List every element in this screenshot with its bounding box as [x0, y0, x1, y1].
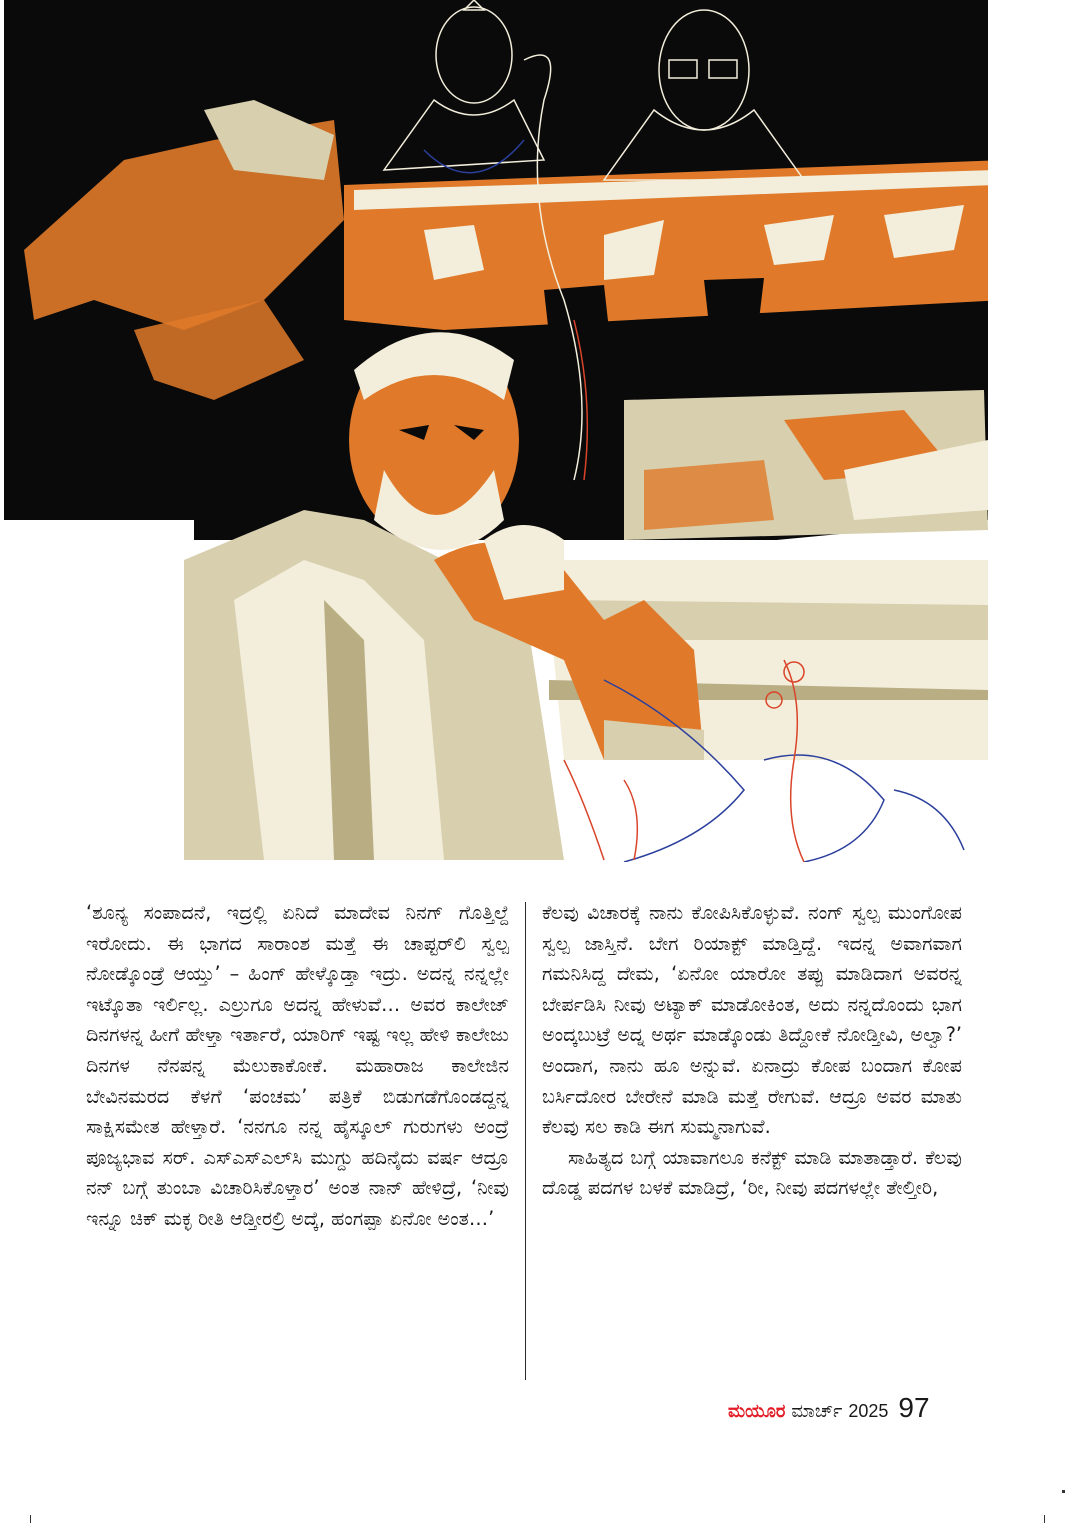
column-divider — [525, 902, 526, 1380]
page-footer — [728, 1392, 930, 1428]
crop-mark — [30, 1515, 31, 1523]
paragraph: ಕೆಲವು ವಿಚಾರಕ್ಕೆ ನಾನು ಕೋಪಿಸಿಕೊಳ್ಳುವೆ. ನಂಗ್ ಸ್ವಲ್ಪ ಮುಂಗೋಪ ಸ್ವಲ್ಪ ಜಾಸ್ತಿನೆ. ಬೇಗ ರಿಯಾಕ್ಟ್ ಮಾಡ್ತಿದ್ದೆ. ಇದನ್ನ ಅವಾಗವಾಗ ಗಮನಿಸಿದ್ದ ದೇಮ, ‘ಏನೋ ಯಾರೋ ತಪ್ಪು ಮಾಡಿದಾಗ ಅವರನ್ನ ಬೇರ್ಪಡಿಸಿ ನೀವು ಅಟ್ಯಾಕ್ ಮಾಡೋಕಿಂತ, ಅದು ನನ್ನದೊಂದು ಭಾಗ ಅಂದ್ಕಬುಟ್ರೆ ಅದ್ನ ಅರ್ಥ ಮಾಡ್ಕೊಂಡು ತಿದ್ದೋಕೆ ನೋಡ್ತೀವಿ, ಅಲ್ವಾ?’ ಅಂದಾಗ, ನಾನು ಹೂ ಅನ್ನುವೆ. ಏನಾದ್ರು ಕೋಪ ಬಂದಾಗ ಕೋಪ ಬರ್ಸಿದೋರ ಬೇರೇನೆ ಮಾಡಿ ಮತ್ತೆ ರೇಗುವೆ. ಆದ್ರೂ ಅವರ ಮಾತು ಕೆಲವು ಸಲ ಕಾಡಿ ಈಗ ಸುಮ್ಮನಾಗುವೆ. — [542, 901, 962, 1139]
issue-year: 2025 — [848, 1401, 889, 1421]
article-left-column — [86, 898, 509, 1235]
paragraph: ‘ಶೂನ್ಯ ಸಂಪಾದನೆ, ಇದ್ರಲ್ಲಿ ಏನಿದೆ ಮಾದೇವ ನಿನಗ್ ಗೊತ್ತಿಲ್ದೆ ಇರೋದು. ಈ ಭಾಗದ ಸಾರಾಂಶ ಮತ್ತೆ ಈ ಚಾಪ್ಟರ್‌ಲಿ ಸ್ವಲ್ಪ ನೋಡ್ಕೊಂಡ್ರೆ ಆಯ್ತು’ – ಹಿಂಗ್ ಹೇಳ್ಕೊಡ್ತಾ ಇದ್ರು. ಅದನ್ನ ನನ್ನಲ್ಲೇ ಇಟ್ಕೊತಾ ಇರ್ಲಿಲ್ಲ. ಎಲ್ರುಗೂ ಅದನ್ನ ಹೇಳುವೆ… ಅವರ ಕಾಲೇಜ್ ದಿನಗಳನ್ನ ಹೀಗೆ ಹೇಳ್ತಾ ಇರ್ತಾರೆ, ಯಾರಿಗ್ ಇಷ್ಟ ಇಲ್ಲ ಹೇಳಿ ಕಾಲೇಜು ದಿನಗಳ ನೆನಪನ್ನ ಮೆಲುಕಾಕೋಕೆ. ಮಹಾರಾಜ ಕಾಲೇಜಿನ ಬೇವಿನಮರದ ಕೆಳಗೆ ‘ಪಂಚಮ’ ಪತ್ರಿಕೆ ಬಿಡುಗಡೆಗೊಂಡದ್ದನ್ನ ಸಾಕ್ಷಿಸಮೇತ ಹೇಳ್ತಾರೆ. ‘ನನಗೂ ನನ್ನ ಹೈಸ್ಕೂಲ್ ಗುರುಗಳು ಅಂದ್ರೆ ಪೂಜ್ಯಭಾವ ಸರ್. ಎಸ್‌ಎಸ್‌ಎಲ್‌ಸಿ ಮುಗ್ದು ಹದಿನೈದು ವರ್ಷ ಆದ್ರೂ ನನ್ ಬಗ್ಗೆ ತುಂಬಾ ವಿಚಾರಿಸಿಕೊಳ್ತಾರ’ ಅಂತ ನಾನ್ ಹೇಳಿದ್ರೆ, ‘ನೀವು ಇನ್ನೂ ಚಿಕ್ ಮಕ್ಳ ರೀತಿ ಆಡ್ತೀರಲ್ರಿ ಅದ್ಕೆ, ಹಂಗಪ್ಪಾ ಏನೋ ಅಂತ…’ — [86, 901, 509, 1230]
crop-mark — [1062, 1490, 1065, 1493]
issue-month: ಮಾರ್ಚ್ — [791, 1401, 843, 1422]
page-number: 97 — [898, 1392, 930, 1423]
article-right-column — [542, 898, 962, 1204]
crop-mark — [1044, 1515, 1045, 1523]
portrait-illustration — [4, 0, 988, 862]
paragraph: ಸಾಹಿತ್ಯದ ಬಗ್ಗೆ ಯಾವಾಗಲೂ ಕನೆಕ್ಟ್ ಮಾಡಿ ಮಾತಾಡ್ತಾರೆ. ಕೆಲವು ದೊಡ್ಡ ಪದಗಳ ಬಳಕೆ ಮಾಡಿದ್ರೆ, ‘ರೀ, ನೀವು ಪದಗಳಲ್ಲೇ ತೇಲ್ತೀರಿ, — [542, 1145, 962, 1200]
magazine-brand: ಮಯೂರ — [728, 1401, 786, 1422]
